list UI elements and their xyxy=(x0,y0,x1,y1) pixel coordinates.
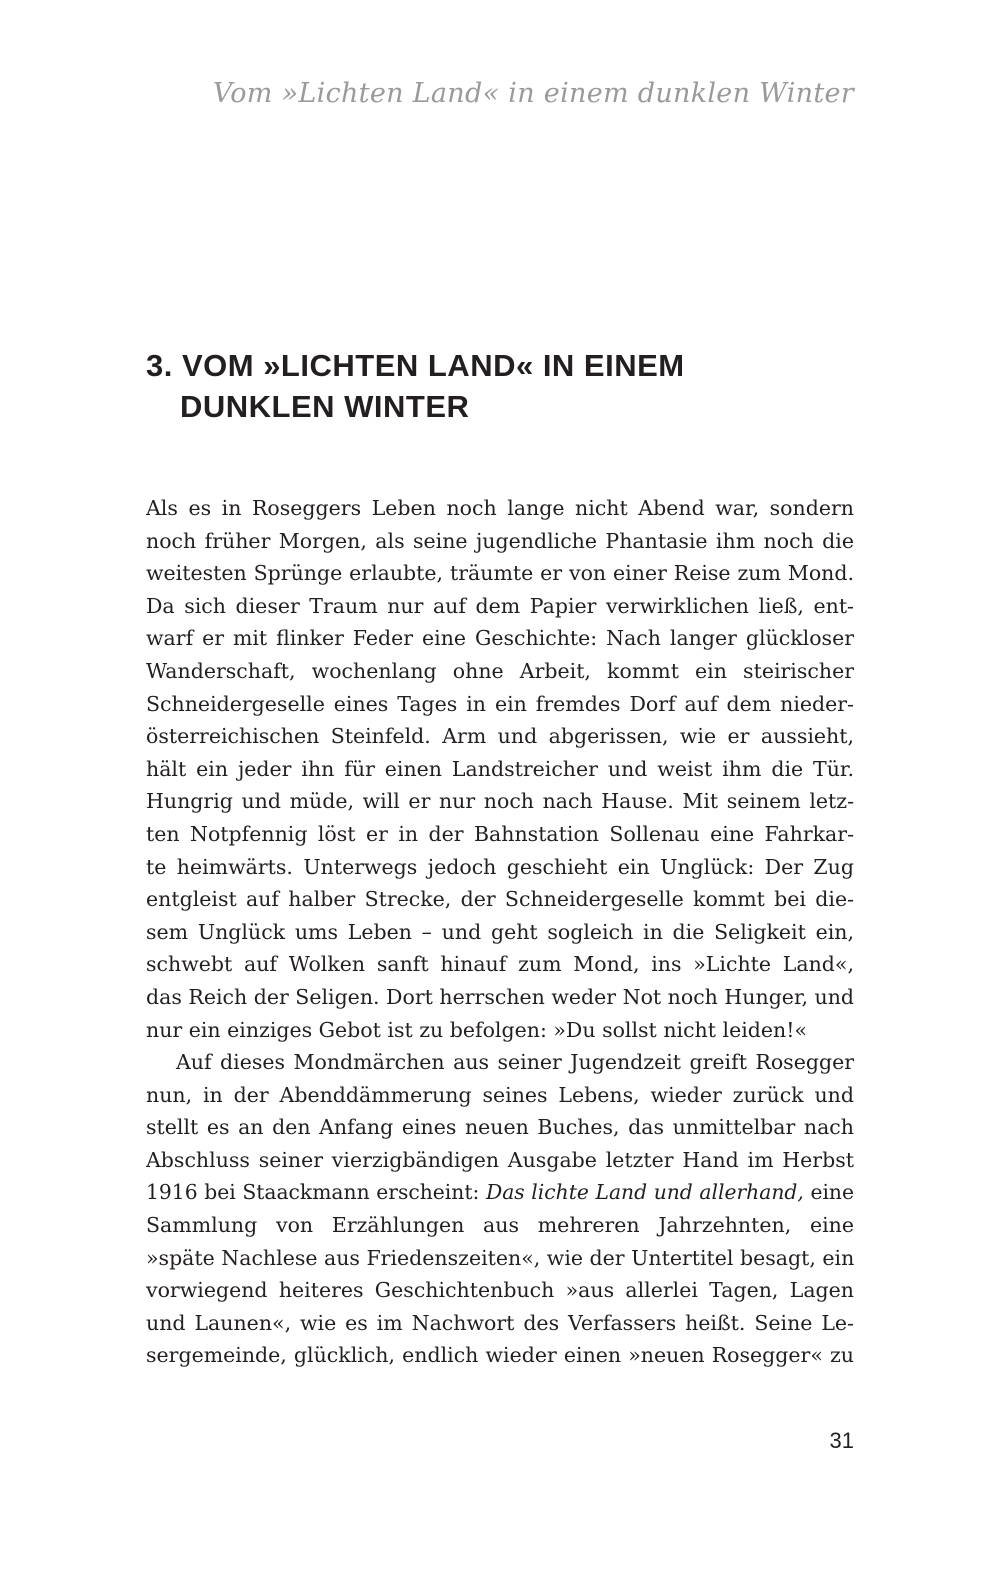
chapter-title-line-2: DUNKLEN WINTER xyxy=(180,389,470,424)
text-line: Da sich dieser Traum nur auf dem Papier verwirklichen ließ, ent- xyxy=(146,593,854,618)
text-line: weitesten Sprünge erlaubte, träumte er von einer Reise zum Mond. xyxy=(146,561,854,586)
body-text xyxy=(146,492,854,1372)
running-head: Vom »Lichten Land« in einem dunklen Winter xyxy=(212,78,854,109)
chapter-title xyxy=(146,345,866,427)
text-line: sem Unglück ums Leben – und geht sogleich in die Seligkeit ein, xyxy=(146,919,854,944)
text-line: hält ein jeder ihn für einen Landstreicher und weist ihm die Tür. xyxy=(146,756,854,781)
text-line: stellt es an den Anfang eines neuen Buches, das unmittelbar nach xyxy=(146,1115,854,1140)
text-line: Als es in Roseggers Leben noch lange nicht Abend war, sondern xyxy=(146,496,854,520)
text-line: »späte Nachlese aus Friedenszeiten«, wie der Untertitel besagt, ein xyxy=(146,1245,854,1270)
text-line: Auf dieses Mondmärchen aus seiner Jugendzeit greift Rosegger xyxy=(176,1050,854,1075)
text-line: nun, in der Abenddämmerung seines Lebens, wieder zurück und xyxy=(146,1082,854,1107)
text-line: österreichischen Steinfeld. Arm und abgerissen, wie er aussieht, xyxy=(146,724,854,749)
text-line-with-book-title xyxy=(146,1176,854,1209)
paragraph-1 xyxy=(146,492,854,1046)
text-line: Wanderschaft, wochenlang ohne Arbeit, kommt ein steirischer xyxy=(146,658,854,683)
text-line: vorwiegend heiteres Geschichtenbuch »aus allerlei Tagen, Lagen xyxy=(146,1278,854,1303)
book-title: Das lichte Land und allerhand, xyxy=(485,1180,804,1205)
text-segment: 1916 bei Staackmann erscheint: xyxy=(146,1180,486,1205)
text-line: nur ein einziges Gebot ist zu befolgen: »Du sollst nicht leiden!« xyxy=(146,1017,807,1042)
text-line: te heimwärts. Unterwegs jedoch geschieht ein Unglück: Der Zug xyxy=(146,854,854,879)
text-segment: eine xyxy=(803,1180,854,1205)
text-line: das Reich der Seligen. Dort herrschen weder Not noch Hunger, und xyxy=(146,984,854,1009)
page-number: 31 xyxy=(829,1428,854,1453)
text-line: Schneidergeselle eines Tages in ein fremdes Dorf auf dem nieder- xyxy=(146,691,854,716)
paragraph-2 xyxy=(146,1046,854,1372)
text-line: Abschluss seiner vierzigbändigen Ausgabe letzter Hand im Herbst xyxy=(146,1147,854,1172)
text-line: warf er mit flinker Feder eine Geschichte: Nach langer glückloser xyxy=(146,626,854,651)
chapter-title-line-1: 3. VOM »LICHTEN LAND« IN EINEM xyxy=(146,348,685,383)
text-line: und Launen«, wie es im Nachwort des Verfassers heißt. Seine Le- xyxy=(146,1310,854,1335)
text-line: noch früher Morgen, als seine jugendliche Phantasie ihm noch die xyxy=(146,528,854,553)
text-line: entgleist auf halber Strecke, der Schneidergeselle kommt bei die- xyxy=(146,887,854,912)
text-line: Hungrig und müde, will er nur noch nach Hause. Mit seinem letz- xyxy=(146,789,854,814)
text-line: ten Notpfennig löst er in der Bahnstation Sollenau eine Fahrkar- xyxy=(146,821,854,846)
text-line: schwebt auf Wolken sanft hinauf zum Mond, ins »Lichte Land«, xyxy=(146,952,854,977)
text-line: sergemeinde, glücklich, endlich wieder einen »neuen Rosegger« zu xyxy=(146,1343,854,1368)
text-line: Sammlung von Erzählungen aus mehreren Jahrzehnten, eine xyxy=(146,1213,854,1238)
